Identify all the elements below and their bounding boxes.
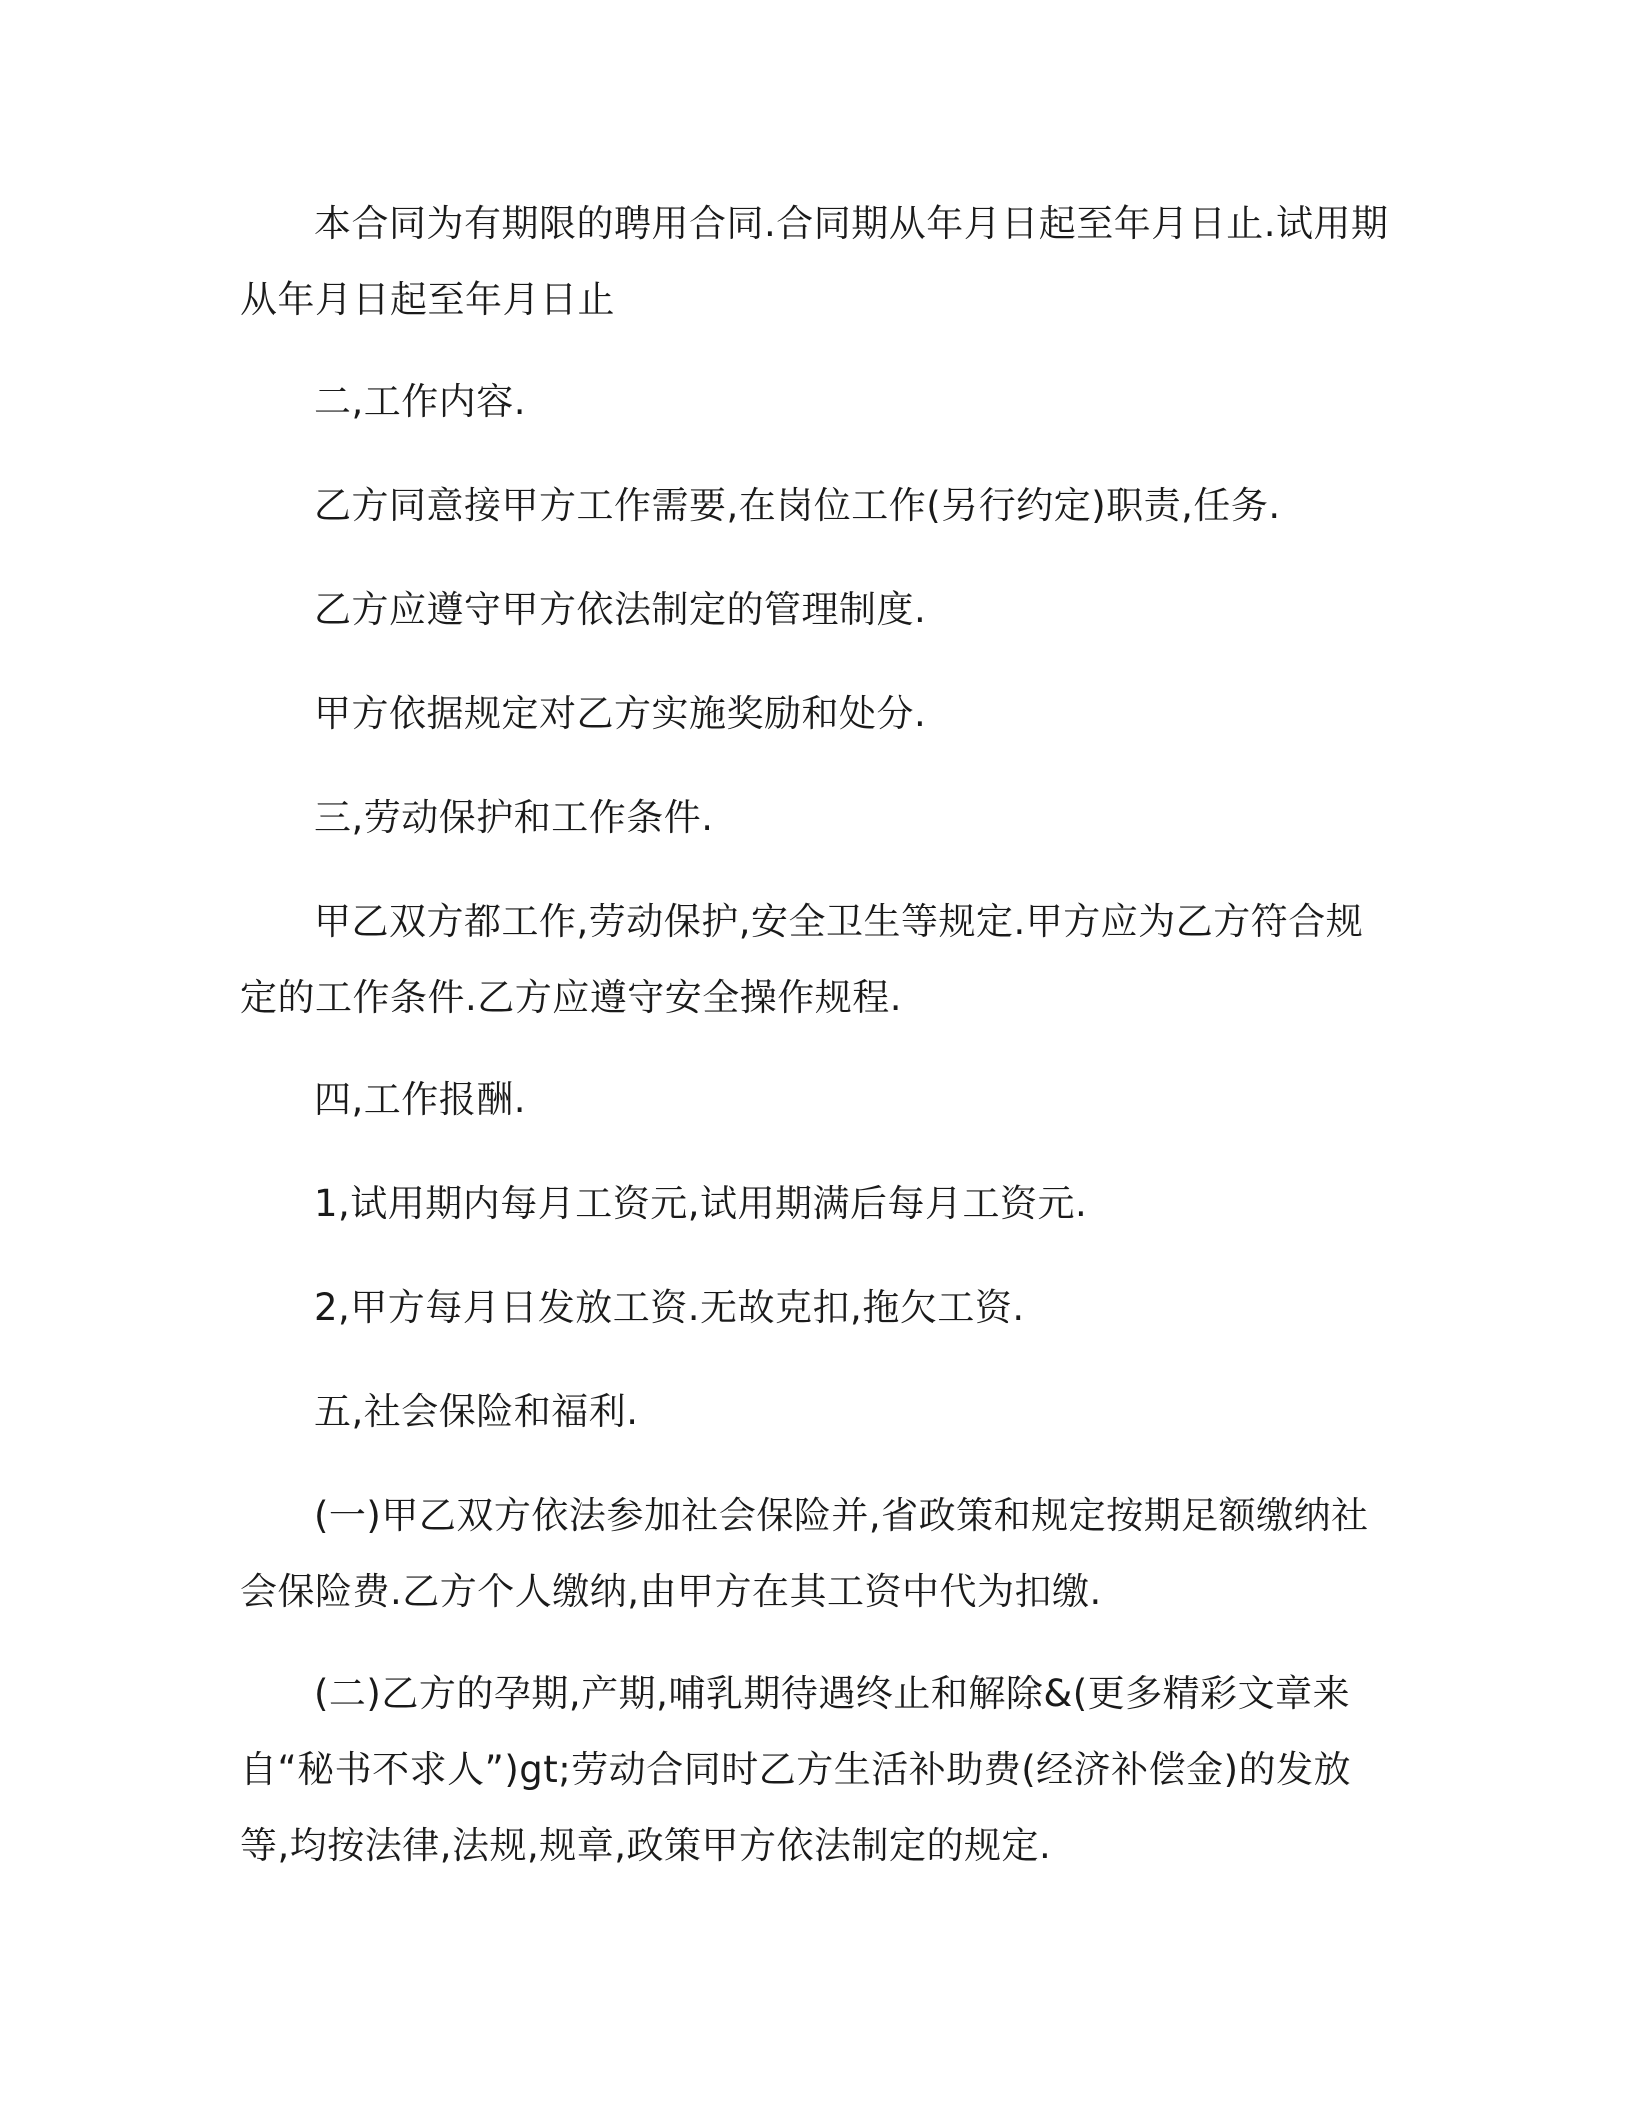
document-body bbox=[240, 186, 1400, 1910]
paragraph-management-rules: 乙方应遵守甲方依法制定的管理制度. bbox=[314, 588, 927, 631]
heading-social-insurance: 五,社会保险和福利. bbox=[314, 1390, 639, 1433]
paragraph-probation-wage: 1,试用期内每月工资元,试用期满后每月工资元. bbox=[314, 1182, 1088, 1225]
heading-work-content: 二,工作内容. bbox=[314, 380, 527, 423]
paragraph-insurance-payment: (一)甲乙双方依法参加社会保险并,省政策和规定按期足额缴纳社会保险费.乙方个人缴纳,由甲方在其工资中代为扣缴. bbox=[240, 1494, 1369, 1613]
paragraph-rewards-punishment: 甲方依据规定对乙方实施奖励和处分. bbox=[314, 692, 927, 735]
paragraph-contract-term: 本合同为有期限的聘用合同.合同期从年月日起至年月日止.试用期从年月日起至年月日止 bbox=[240, 202, 1389, 321]
paragraph-payday: 2,甲方每月日发放工资.无故克扣,拖欠工资. bbox=[314, 1286, 1025, 1329]
paragraph-maternity-benefits: (二)乙方的孕期,产期,哺乳期待遇终止和解除&(更多精彩文章来自“秘书不求人”)gt;劳动合同时乙方生活补助费(经济补偿金)的发放等,均按法律,法规,规章,政策甲方依法制定的规定. bbox=[240, 1672, 1352, 1867]
heading-labor-protection: 三,劳动保护和工作条件. bbox=[314, 796, 714, 839]
heading-remuneration: 四,工作报酬. bbox=[314, 1078, 527, 1121]
paragraph-work-duties: 乙方同意接甲方工作需要,在岗位工作(另行约定)职责,任务. bbox=[314, 484, 1281, 527]
paragraph-safety-conditions: 甲乙双方都工作,劳动保护,安全卫生等规定.甲方应为乙方符合规定的工作条件.乙方应遵守安全操作规程. bbox=[240, 900, 1364, 1019]
